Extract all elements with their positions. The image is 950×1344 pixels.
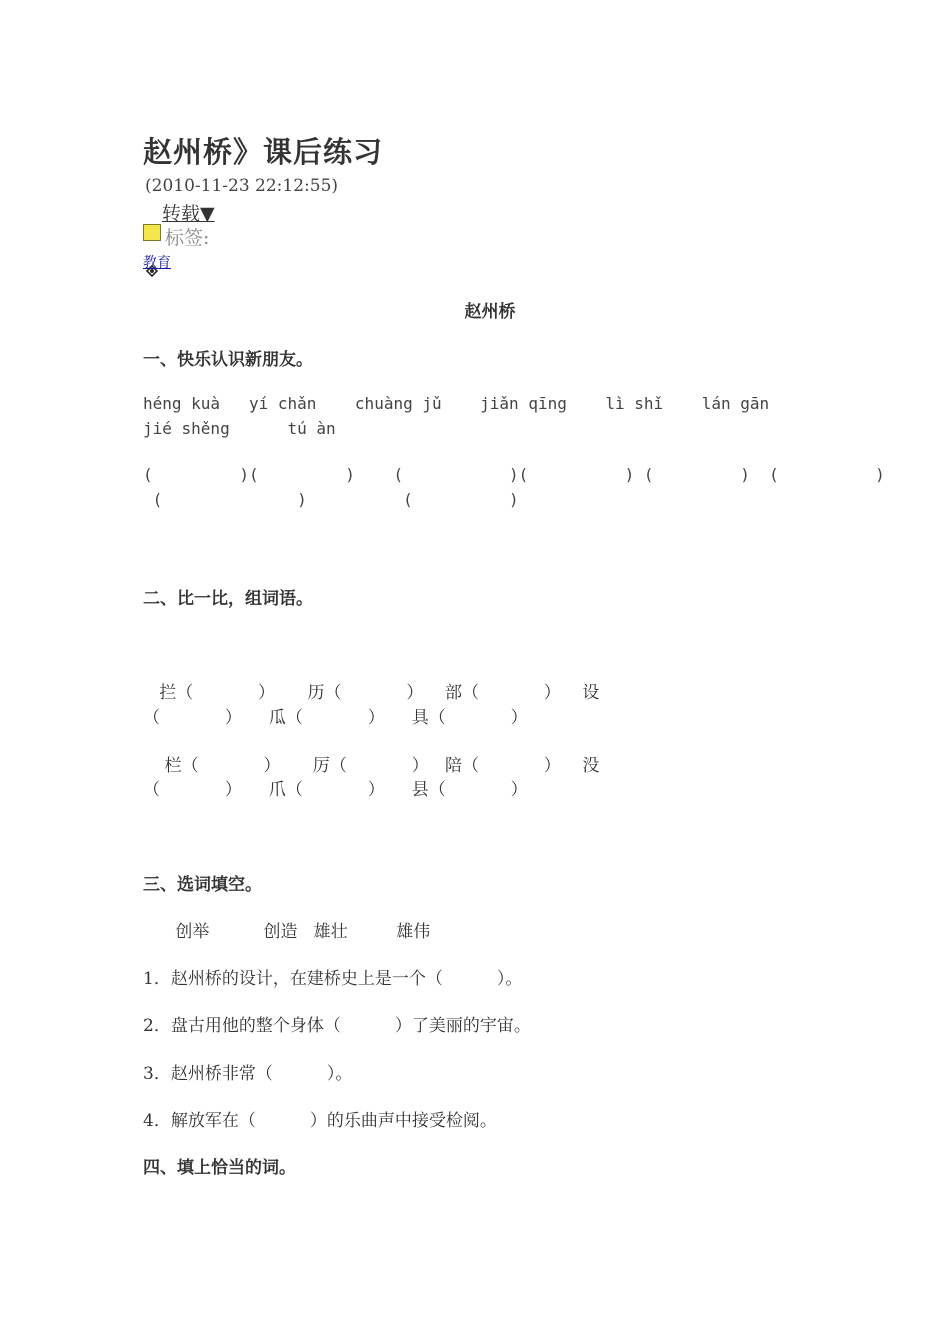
question-3: 3．赵州桥非常（ ）。 — [143, 1064, 353, 1084]
question-4: 4．解放军在（ ）的乐曲声中接受检阅。 — [143, 1111, 497, 1131]
section2-title: 二、比一比，组词语。 — [143, 589, 313, 609]
document-heading: 赵州桥 — [464, 302, 516, 322]
compare-row-1b: （ ） 瓜（ ） 具（ ） — [143, 708, 528, 728]
tag-link-education[interactable]: 教育 — [143, 255, 171, 271]
repost-link[interactable]: 转载▼ — [162, 203, 215, 225]
page-title: 赵州桥》课后练习 — [143, 135, 384, 169]
tag-label: 标签: — [165, 227, 210, 249]
pinyin-line-2: jié shěng tú àn — [143, 419, 336, 438]
blank-line-2: ( ) ( ) — [143, 490, 519, 509]
section3-title: 三、选词填空。 — [143, 875, 262, 895]
post-timestamp: (2010-11-23 22:12:55) — [145, 176, 339, 196]
word-choices: 创举 创造 雄壮 雄伟 — [143, 922, 431, 942]
question-2: 2．盘古用他的整个身体（ ）了美丽的宇宙。 — [143, 1016, 531, 1036]
compare-row-2a: 栏（ ） 厉（ ） 陪（ ） 没 — [143, 756, 600, 776]
question-1: 1．赵州桥的设计，在建桥史上是一个（ ）。 — [143, 969, 523, 989]
compare-row-2b: （ ） 爪（ ） 县（ ） — [143, 780, 528, 800]
tag-icon — [143, 224, 161, 241]
section1-title: 一、快乐认识新朋友。 — [143, 350, 313, 370]
section4-title: 四、填上恰当的词。 — [143, 1158, 296, 1178]
pinyin-line-1: héng kuà yí chǎn chuàng jǔ jiǎn qīng lì shǐ lán gān — [143, 394, 770, 413]
compare-row-1a: 拦（ ） 历（ ） 部（ ） 设 — [143, 683, 600, 703]
blank-line-1: ( )( ) ( )( ) ( ) ( ) — [143, 465, 885, 484]
